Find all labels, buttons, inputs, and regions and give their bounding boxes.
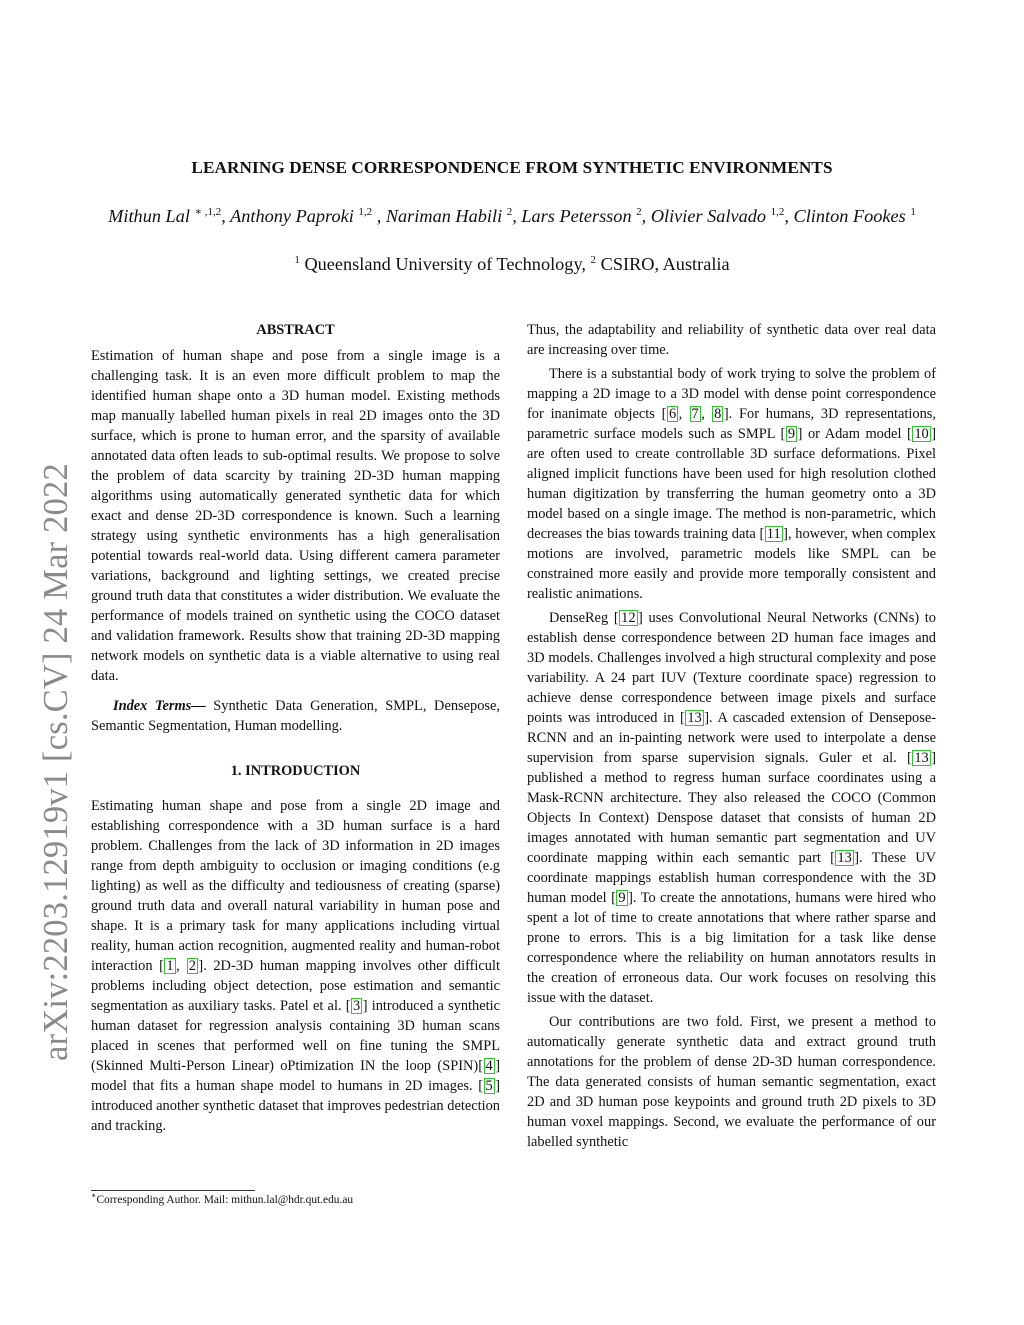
body-text: ]. A cascaded extension of Densepose-RCNN and an in-painting network were used to interpolate a dense supervision from sparse supervision signals. Guler et al. [: [527, 710, 936, 766]
affiliation-2: CSIRO, Australia: [600, 254, 730, 274]
author-separator: ,: [372, 206, 386, 226]
author-affiliation-marker: 1,2: [358, 205, 373, 218]
paper-title: LEARNING DENSE CORRESPONDENCE FROM SYNTHETIC ENVIRONMENTS: [191, 158, 833, 177]
citation-link[interactable]: 4: [485, 1058, 493, 1074]
citation-link[interactable]: 6: [668, 406, 677, 422]
author-name: Clinton Fookes: [793, 206, 906, 226]
citation-link[interactable]: 9: [787, 426, 796, 442]
body-text: ,: [701, 406, 712, 422]
affiliations: [0, 254, 1024, 275]
footnote-divider: [91, 1190, 255, 1191]
intro-text: Estimating human shape and pose from a single 2D image and establishing correspondence with a 3D human surface is a hard problem. Challenges from the lack of 3D information in 2D images range from depth ambiguity to occlusion or imaging conditions (e.g lighting) as well as the difficulty and tediousness of creating (sparse) ground truth data and overall natural variability in human pose and shape. It is a primary task for many applications including virtual reality, human action recognition, augmented reality and human-robot interaction [: [91, 798, 500, 974]
citation-link[interactable]: 13: [914, 750, 929, 766]
citation-link[interactable]: 13: [687, 710, 702, 726]
author-affiliation-marker: 1: [910, 205, 916, 218]
affiliation-marker: 1: [294, 253, 300, 266]
author-name: Lars Petersson: [521, 206, 632, 226]
citation-link[interactable]: 12: [621, 610, 636, 626]
body-text: There is a substantial body of work trying to solve the problem of mapping a 2D image to a 3D model with dense point correspondence for inanimate objects [: [527, 366, 936, 422]
body-text: ] published a method to regress human surface coordinates using a Mask-RCNN architecture. They also released the COCO (Common Objects In Context) Denspose dataset that consists of human 2D images annotated with human semantic part segmentation and UV coordinate mapping within each semantic part [: [527, 750, 936, 866]
author-name: Mithun Lal: [108, 206, 190, 226]
author-name: Anthony Paproki: [230, 206, 354, 226]
citation-link[interactable]: 9: [618, 890, 626, 906]
related-work-paragraph: [527, 364, 936, 604]
citation-link[interactable]: 2: [188, 958, 196, 974]
intro-text: ]. 2D-3D human mapping involves other difficult problems including object detection, pose estimation and semantic segmentation as auxiliary tasks. Patel et al. [: [91, 958, 500, 1014]
footnote-marker: ∗: [91, 1191, 97, 1201]
author-separator: ,: [784, 206, 794, 226]
citation-link[interactable]: 8: [714, 406, 722, 422]
body-text: ] are often used to create controllable 3D surface deformations. Pixel aligned implicit functions have been used for high resolution clothed human digitization by transferring the human geometry onto a 3D model based on a single image. The method is non-parametric, which decreases the bias towards training data [: [527, 426, 936, 542]
author-separator: ,: [221, 206, 231, 226]
author-list: [0, 206, 1024, 227]
citation-link[interactable]: 7: [691, 406, 699, 422]
affiliation-marker: 2: [590, 253, 597, 266]
left-column: [91, 320, 500, 1136]
citation-link[interactable]: 1: [166, 958, 174, 974]
author-name: Nariman Habili: [385, 206, 503, 226]
author-affiliation-marker: 2: [636, 205, 642, 218]
intro-text: ] introduced another synthetic dataset that improves pedestrian detection and tracking.: [91, 1078, 500, 1134]
abstract-text: Estimation of human shape and pose from a single image is a challenging task. It is an even more difficult problem to map the identified human shape onto a 3D human model. Existing methods map manually labelled human pixels in real 2D images onto the 3D surface, which is prone to human error, and the sparsity of available annotated data often leads to sub-optimal results. We propose to solve the problem of data scarcity by training 2D-3D human mapping algorithms using automatically generated synthetic data for which exact and dense 2D-3D correspondence is known. Such a learning strategy using synthetic environments has a high generalisation potential towards real-world data. Using different camera parameter variations, background and lighting settings, we created precise ground truth data that constitutes a wider distribution. We evaluate the performance of models trained on synthetic using the COCO dataset and validation framework. Results show that training 2D-3D mapping network models on synthetic data is a viable alternative to using real data.: [91, 348, 500, 684]
citation-link[interactable]: 11: [766, 526, 781, 542]
citation-link[interactable]: 13: [837, 850, 852, 866]
paragraph-continuation: Thus, the adaptability and reliability of synthetic data over real data are increasing over time.: [527, 322, 936, 358]
intro-text: ,: [176, 958, 187, 974]
body-text: ], however, when complex motions are involved, parametric models like SMPL can be constrained more easily and provide more temporally consistent and realistic animations.: [527, 526, 936, 602]
body-text: ]. For humans, 3D representations, parametric surface models such as SMPL [: [527, 406, 937, 442]
citation-link[interactable]: 5: [485, 1078, 493, 1094]
footnote: [91, 1193, 353, 1207]
author-separator: ,: [641, 206, 651, 226]
introduction-heading: 1. INTRODUCTION: [230, 763, 361, 779]
author-affiliation-marker: ∗ ,1,2: [194, 205, 222, 218]
abstract-heading: ABSTRACT: [256, 322, 335, 338]
intro-paragraph: [91, 796, 500, 1136]
affiliation-1: Queensland University of Technology,: [304, 254, 586, 274]
intro-text: ] introduced a synthetic human dataset for regression analysis containing 3D human scans placed in scenes that performed well on fine tuning the SMPL (Skinned Multi-Person Linear) oPtimization IN the loop (SPIN)[: [91, 998, 500, 1074]
body-text: ]. To create the annotations, humans were hired who spent a lot of time to create annotations that where rather sparse and prone to errors. This is a big limitation for a task like dense correspondence where the reliability on human annotators results in the creation of erroneous data. Our work focuses on resolving this issue with the dataset.: [527, 890, 936, 1006]
arxiv-identifier[interactable]: arXiv:2203.12919v1 [cs.CV] 24 Mar 2022: [37, 463, 75, 1061]
body-text: ]. These UV coordinate mappings establish human correspondence with the 3D human model [: [527, 850, 936, 906]
citation-link[interactable]: 3: [353, 998, 361, 1014]
right-column: [527, 320, 936, 1152]
intro-text: ] model that fits a human shape model to humans in 2D images. [: [91, 1058, 500, 1094]
author-name: Olivier Salvado: [650, 206, 767, 226]
footnote-text: Corresponding Author. Mail: mithun.lal@hdr.qut.edu.au: [96, 1194, 354, 1206]
body-text: ] or Adam model [: [797, 426, 912, 442]
body-text: ,: [678, 406, 690, 422]
body-text: ] uses Convolutional Neural Networks (CNNs) to establish dense correspondence between 2D human face images and 3D models. Challenges involved a high structural complexity and pose variability. A 24 part IUV (Texture coordinate space) regression to achieve dense correspondence between image pixels and surface points was introduced in [: [527, 610, 936, 726]
index-terms-text: Synthetic Data Generation, SMPL, Densepose, Semantic Segmentation, Human modelling.: [91, 698, 500, 734]
index-terms: [91, 696, 500, 736]
author-separator: ,: [512, 206, 522, 226]
contributions-paragraph: Our contributions are two fold. First, we present a method to automatically generate synthetic data and extract ground truth annotations for the problem of dense 2D-3D human correspondence. The data generated consists of human semantic segmentation, exact 2D and 3D human pose keypoints and ground truth 2D pixels to 3D human voxel mappings. Second, we evaluate the performance of our labelled synthetic: [527, 1014, 936, 1150]
author-affiliation-marker: 2: [506, 205, 513, 218]
densereg-paragraph: [527, 608, 936, 1008]
body-text: DenseReg [: [549, 610, 619, 626]
index-terms-label: Index Terms—: [113, 698, 206, 714]
citation-link[interactable]: 10: [914, 426, 929, 442]
author-affiliation-marker: 1,2: [770, 205, 785, 218]
